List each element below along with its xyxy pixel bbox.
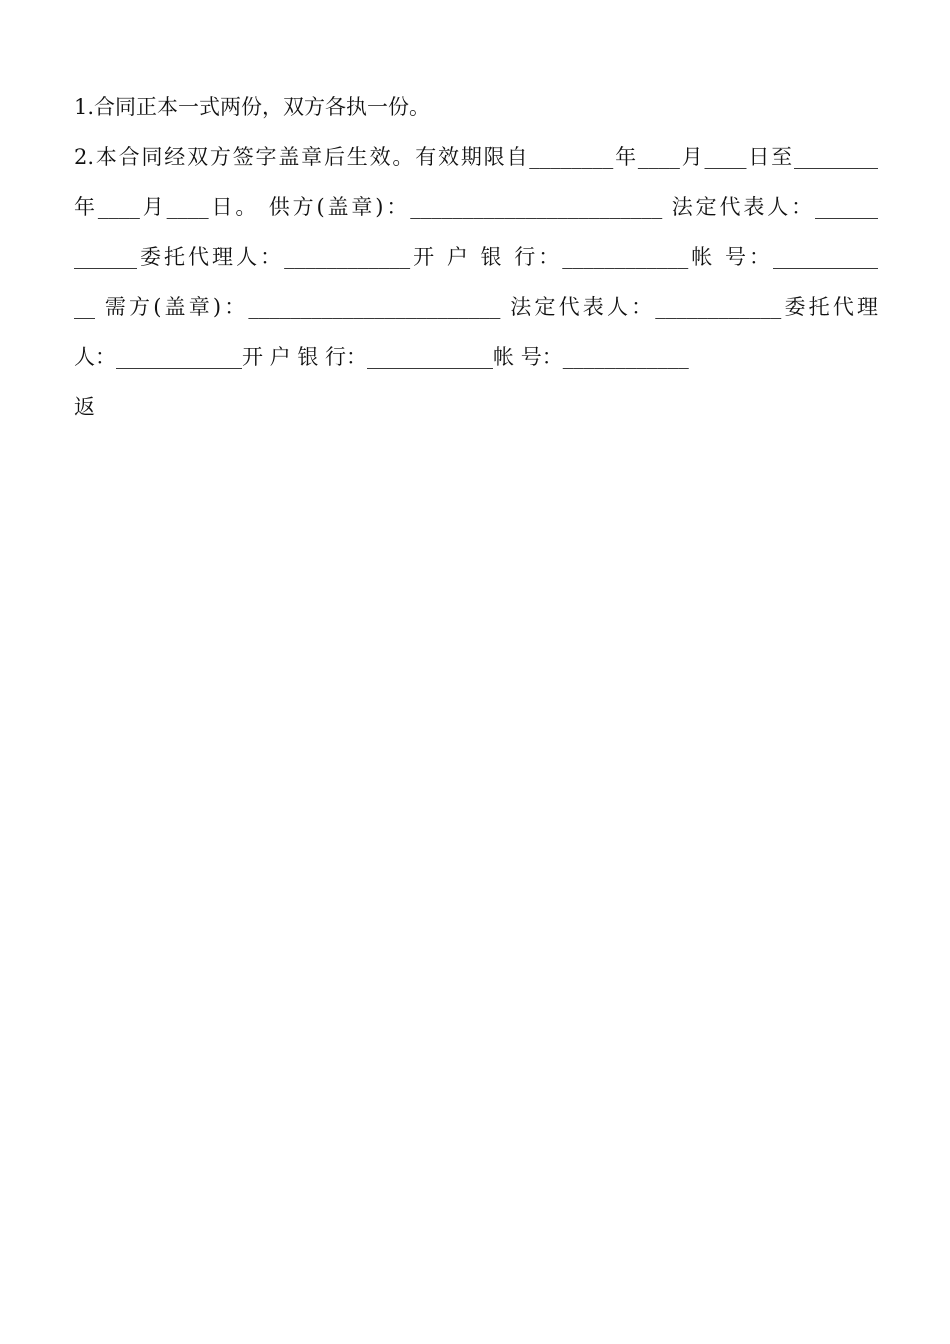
buyer-signature-line: __ 需方(盖章)：________________________ 法定代表人：____________委托代理 bbox=[74, 295, 878, 319]
supplier-agent-bank-line: ______委托代理人：____________开 户 银 行：____________帐 号：__________ bbox=[74, 245, 878, 269]
return-text: 返 bbox=[74, 395, 95, 419]
clause-1-copies: 1.合同正本一式两份，双方各执一份。 bbox=[74, 95, 431, 119]
supplier-signature-line: 年____月____日。 供方(盖章)：________________________ 法定代表人：______ bbox=[74, 195, 878, 219]
contract-page bbox=[74, 82, 878, 432]
clause-2-validity: 2.本合同经双方签字盖章后生效。有效期限自________年____月____日至________ bbox=[74, 145, 878, 169]
buyer-agent-bank-line: 人：____________开 户 银 行：____________帐 号：____________ bbox=[74, 345, 689, 369]
